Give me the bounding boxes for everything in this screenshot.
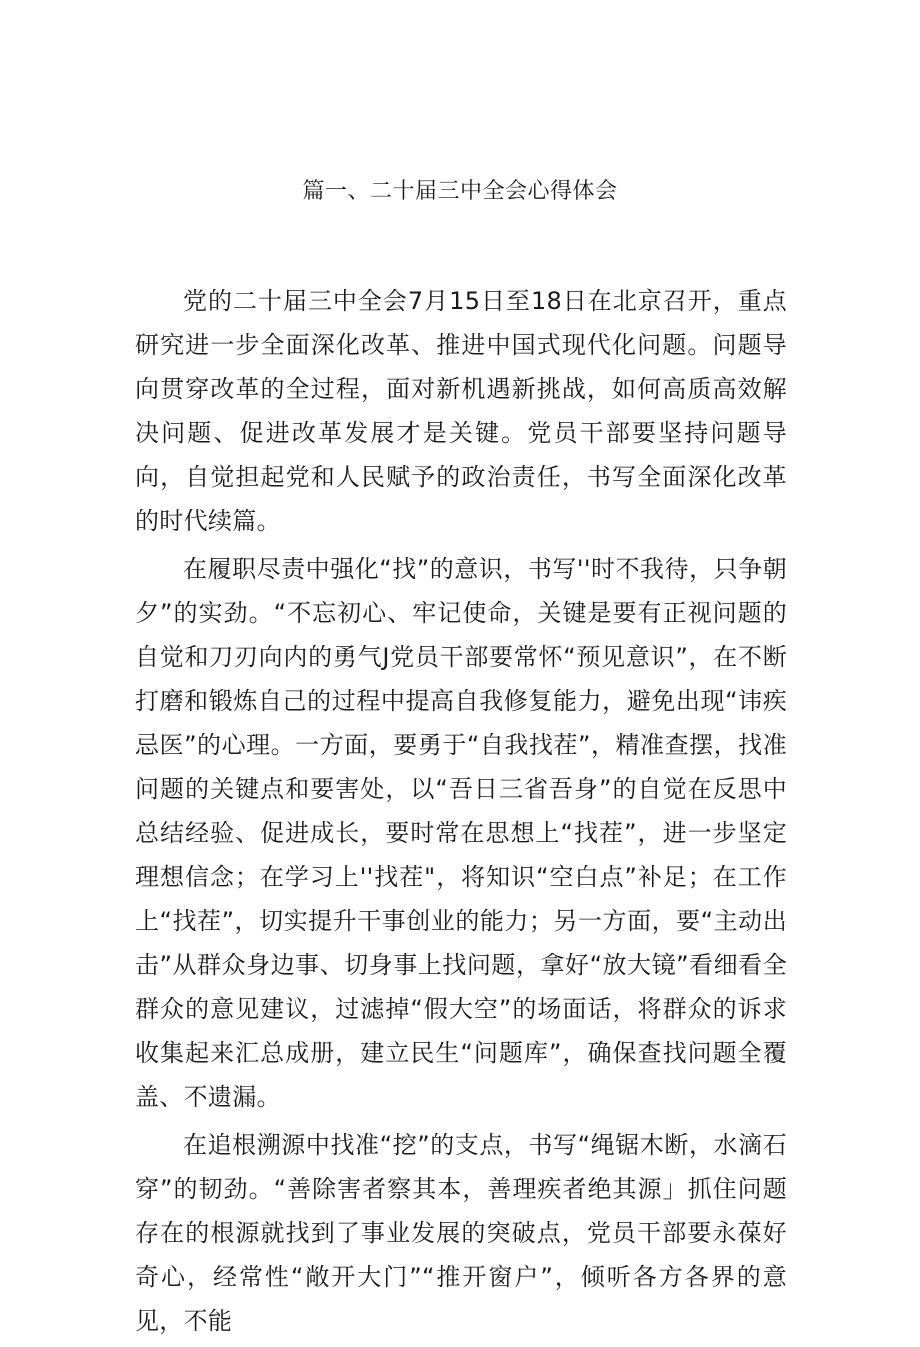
paragraph-1: 党的二十届三中全会7月15日至18日在北京召开，重点研究进一步全面深化改革、推进中国式现代化问题。问题导向贯穿改革的全过程，面对新机遇新挑战，如何高质高效解决问题、促进改革发展才是关键。党员干部要坚持问题导向，自觉担起党和人民赋予的政治责任，书写全面深化改革的时代续篇。 [135, 287, 787, 535]
paragraph-3: 在追根溯源中找准“挖”的支点，书写“绳锯木断，水滴石穿”的韧劲。“善除害者察其本，善理疾者绝其源」抓住问题存在的根源就找到了事业发展的突破点，党员干部要永葆好奇心，经常性“敞开大门”“推开窗户”，倾听各方各界的意见，不能 [135, 1131, 787, 1335]
paragraph-2: 在履职尽责中强化“找”的意识，书写''时不我待，只争朝夕”的实劲。“不忘初心、牢记使命，关键是要有正视问题的自觉和刀刃向内的勇气J党员干部要常怀“预见意识”，在不断打磨和锻炼自己的过程中提高自我修复能力，避免出现“讳疾忌医”的心理。一方面，要勇于“自我找茬”，精准查摆，找准问题的关键点和要害处，以“吾日三省吾身”的自觉在反思中总结经验、促进成长，要时常在思想上“找茬”，进一步坚定理想信念；在学习上''找茬"，将知识“空白点”补足；在工作上“找茬”，切实提升干事创业的能力；另一方面，要“主动出击”从群众身边事、切身事上找问题，拿好“放大镜”看细看全群众的意见建议，过滤掉“假大空”的场面话，将群众的诉求收集起来汇总成册，建立民生“问题库”，确保查找问题全覆盖、不遗漏。 [135, 555, 787, 1111]
document-title: 篇一、二十届三中全会心得体会 [302, 179, 618, 204]
document-body [135, 279, 787, 1347]
